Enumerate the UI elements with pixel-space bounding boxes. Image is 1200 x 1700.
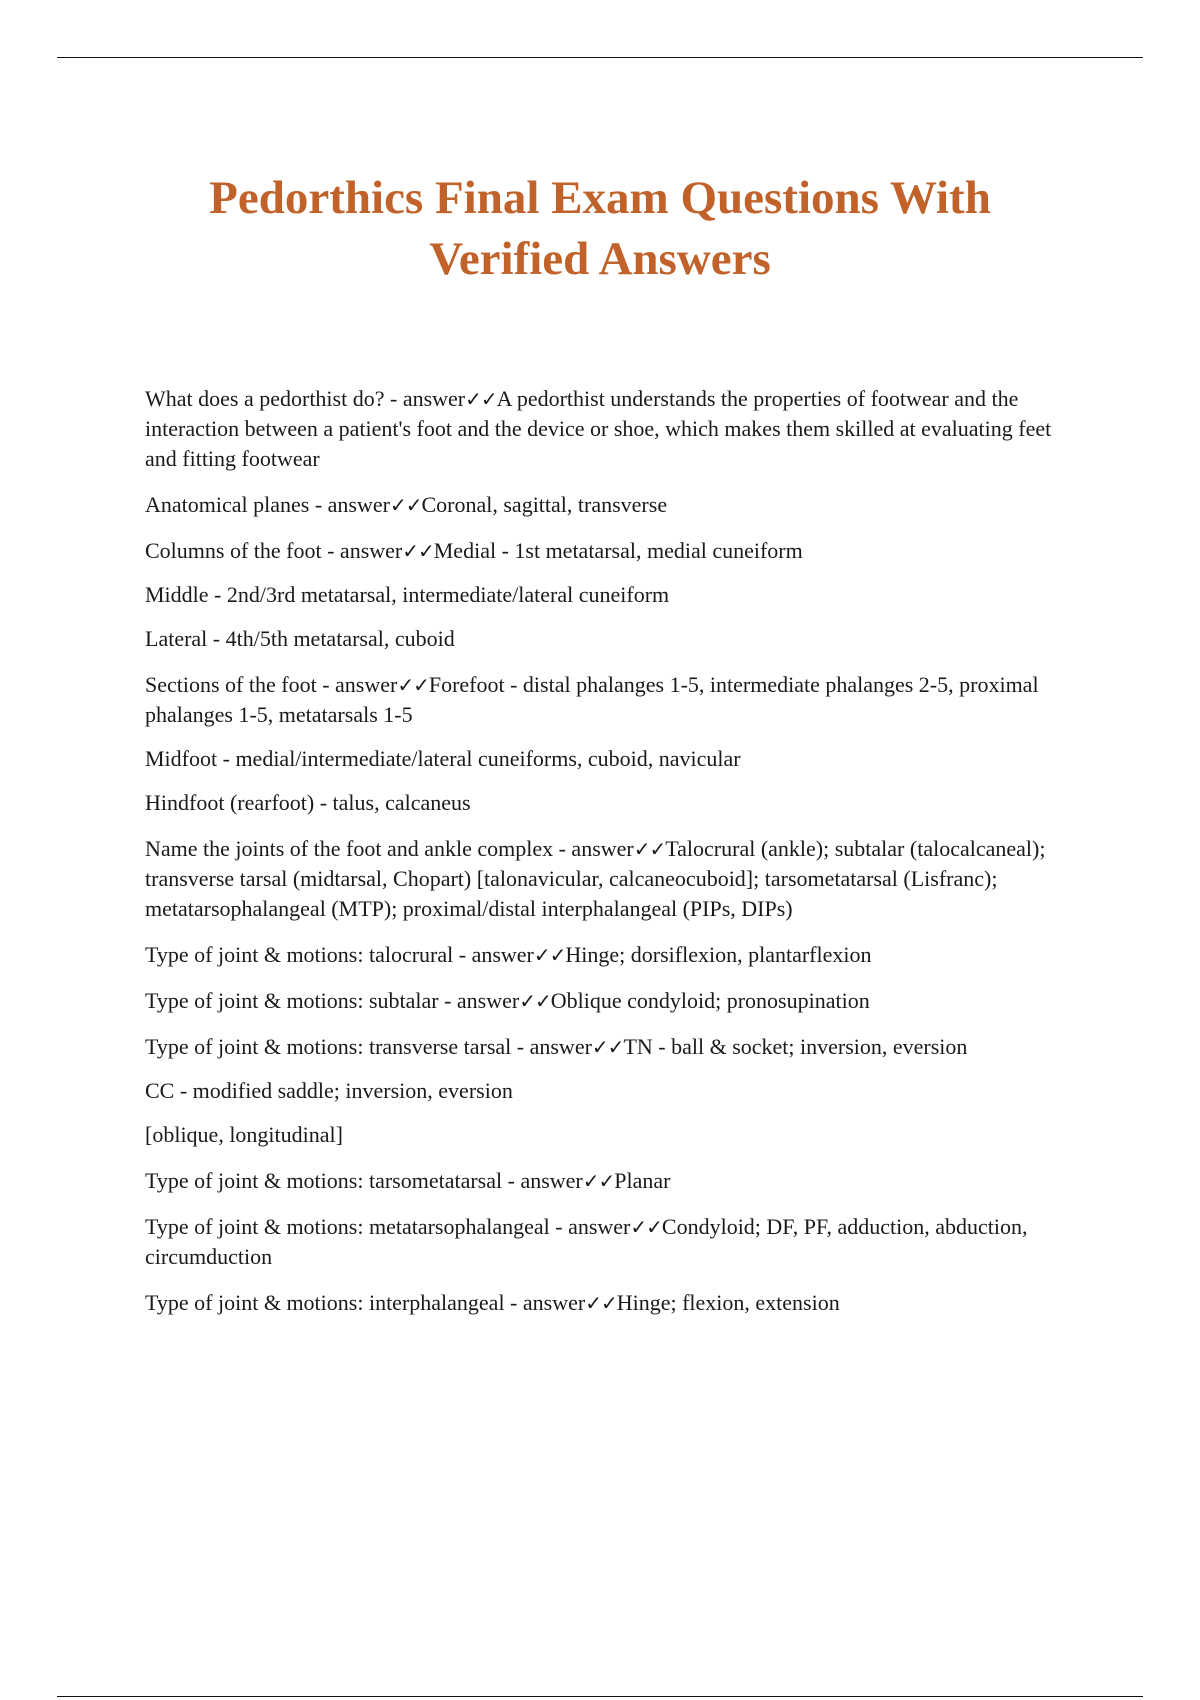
answer-text: Medial - 1st metatarsal, medial cuneiform bbox=[433, 538, 803, 563]
qa-entry bbox=[145, 1032, 1085, 1062]
check-icon: ✓✓ bbox=[397, 673, 429, 697]
answer-text: Oblique condyloid; pronosupination bbox=[550, 988, 870, 1013]
top-rule bbox=[57, 57, 1143, 58]
qa-entry bbox=[145, 940, 1085, 970]
qa-entry bbox=[145, 1288, 1085, 1318]
question-text: Type of joint & motions: talocrural - answer bbox=[145, 942, 534, 967]
title-line-1: Pedorthics Final Exam Questions With bbox=[209, 172, 991, 224]
qa-entry bbox=[145, 1166, 1085, 1196]
continuation-line: Midfoot - medial/intermediate/lateral cuneiforms, cuboid, navicular bbox=[145, 746, 741, 771]
answer-text: Coronal, sagittal, transverse bbox=[421, 492, 668, 517]
answer-text: Condyloid; DF, PF, adduction, abduction, circumduction bbox=[145, 1214, 1028, 1269]
continuation-line: [oblique, longitudinal] bbox=[145, 1122, 343, 1147]
qa-list bbox=[145, 384, 1085, 1334]
question-text: Type of joint & motions: metatarsophalangeal - answer bbox=[145, 1214, 631, 1239]
answer-text: Talocrural (ankle); subtalar (talocalcaneal); transverse tarsal (midtarsal, Chopart) [talonavicular, calcaneocuboid]; tarsometatarsal (Lisfranc); metatarsophalangeal (MTP); proximal/distal interphalangeal (PIPs, DIPs) bbox=[145, 836, 1046, 921]
answer-text: Hinge; flexion, extension bbox=[616, 1290, 840, 1315]
continuation-line: CC - modified saddle; inversion, eversion bbox=[145, 1078, 513, 1103]
check-icon: ✓✓ bbox=[591, 1035, 624, 1059]
question-text: Type of joint & motions: tarsometatarsal - answer bbox=[145, 1168, 583, 1193]
check-icon: ✓✓ bbox=[630, 1215, 662, 1239]
qa-entry bbox=[145, 536, 1085, 566]
check-icon: ✓✓ bbox=[633, 837, 666, 861]
check-icon: ✓✓ bbox=[519, 989, 551, 1013]
continuation-line: Lateral - 4th/5th metatarsal, cuboid bbox=[145, 626, 455, 651]
bottom-rule bbox=[57, 1696, 1143, 1697]
check-icon: ✓✓ bbox=[585, 1291, 617, 1315]
qa-entry bbox=[145, 1212, 1085, 1272]
page-title bbox=[0, 168, 1200, 290]
qa-entry bbox=[145, 834, 1085, 924]
check-icon: ✓✓ bbox=[402, 539, 434, 563]
qa-entry bbox=[145, 490, 1085, 520]
answer-text: Forefoot - distal phalanges 1-5, intermediate phalanges 2-5, proximal phalanges 1-5, metatarsals 1-5 bbox=[145, 672, 1039, 727]
qa-entry bbox=[145, 670, 1085, 730]
question-text: Columns of the foot - answer bbox=[145, 538, 403, 563]
question-text: What does a pedorthist do? - answer bbox=[145, 386, 466, 411]
question-text: Sections of the foot - answer bbox=[145, 672, 398, 697]
continuation-line: Middle - 2nd/3rd metatarsal, intermediate/lateral cuneiform bbox=[145, 582, 670, 607]
check-icon: ✓✓ bbox=[533, 943, 566, 967]
question-text: Anatomical planes - answer bbox=[145, 492, 390, 517]
answer-text: Planar bbox=[614, 1168, 671, 1193]
check-icon: ✓✓ bbox=[465, 387, 497, 411]
check-icon: ✓✓ bbox=[582, 1169, 615, 1193]
question-text: Name the joints of the foot and ankle complex - answer bbox=[145, 836, 634, 861]
qa-entry bbox=[145, 384, 1085, 474]
answer-text: TN - ball & socket; inversion, eversion bbox=[623, 1034, 968, 1059]
qa-entry bbox=[145, 986, 1085, 1016]
answer-text: A pedorthist understands the properties of footwear and the interaction between a patient's foot and the device or shoe, which makes them skilled at evaluating feet and fitting footwear bbox=[145, 386, 1052, 471]
question-text: Type of joint & motions: subtalar - answer bbox=[145, 988, 520, 1013]
answer-text: Hinge; dorsiflexion, plantarflexion bbox=[565, 942, 872, 967]
question-text: Type of joint & motions: transverse tarsal - answer bbox=[145, 1034, 592, 1059]
continuation-line: Hindfoot (rearfoot) - talus, calcaneus bbox=[145, 790, 471, 815]
title-line-2: Verified Answers bbox=[429, 233, 771, 285]
check-icon: ✓✓ bbox=[389, 493, 422, 517]
question-text: Type of joint & motions: interphalangeal - answer bbox=[145, 1290, 586, 1315]
